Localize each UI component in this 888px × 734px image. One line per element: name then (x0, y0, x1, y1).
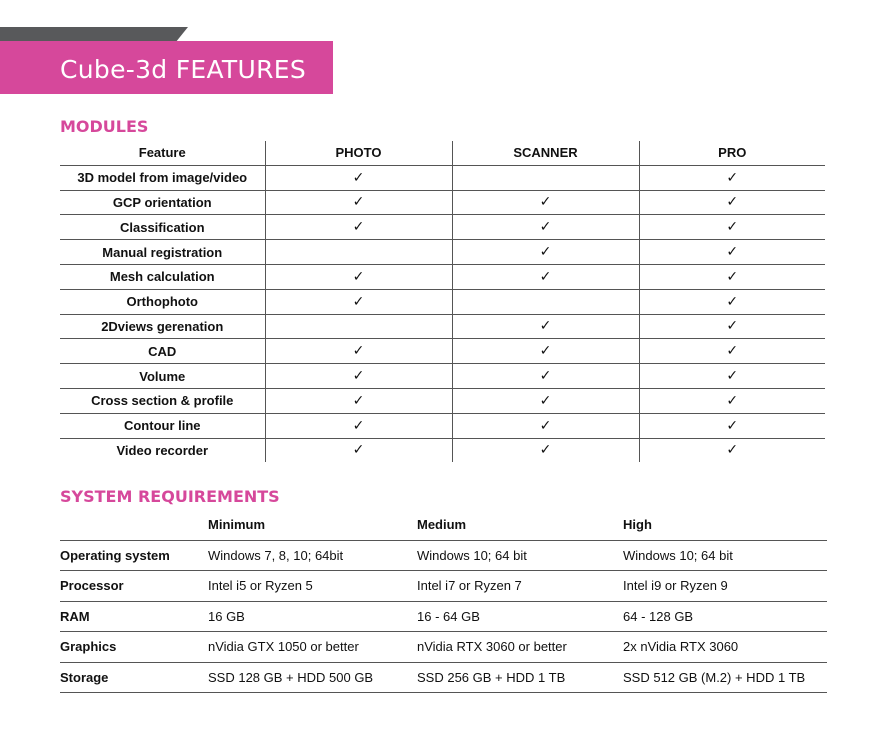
scanner-check-icon: ✓ (539, 268, 552, 285)
module-feature-name: 3D model from image/video (60, 165, 265, 190)
module-cell-pro (639, 413, 825, 438)
sysreq-medium-value: Windows 10; 64 bit (417, 540, 623, 571)
sysreq-row-label: Operating system (60, 540, 208, 571)
module-cell-photo (265, 190, 452, 215)
sysreq-row (60, 662, 827, 693)
pro-check-icon: ✓ (726, 169, 739, 186)
module-feature-name: 2Dviews gerenation (60, 314, 265, 339)
module-row (60, 438, 825, 462)
module-row (60, 314, 825, 339)
col-header-high: High (623, 510, 827, 540)
module-row (60, 165, 825, 190)
scanner-check-icon: ✓ (539, 392, 552, 409)
module-row (60, 190, 825, 215)
module-cell-photo (265, 413, 452, 438)
modules-section-title: MODULES (60, 117, 149, 136)
module-feature-name: CAD (60, 339, 265, 364)
photo-check-icon: ✓ (352, 417, 365, 434)
module-feature-name: Contour line (60, 413, 265, 438)
module-feature-name: Video recorder (116, 442, 209, 458)
sysreq-row-label: Processor (60, 571, 208, 602)
pro-check-icon: ✓ (726, 368, 739, 385)
modules-rows (60, 165, 825, 462)
col-header-pro: PRO (639, 141, 825, 165)
system-requirements-section-title: SYSTEM REQUIREMENTS (60, 487, 280, 506)
sysreq-rows (60, 540, 827, 693)
module-cell-scanner (452, 314, 639, 339)
col-header-blank (60, 510, 208, 540)
sysreq-row (60, 601, 827, 632)
photo-check-icon: ✓ (352, 392, 365, 409)
module-feature-name: GCP orientation (60, 190, 265, 215)
module-cell-photo (265, 289, 452, 314)
module-cell-photo (265, 388, 452, 413)
pro-check-icon: ✓ (726, 293, 739, 310)
col-header-feature: Feature (60, 141, 265, 165)
sysreq-row-label: Storage (60, 662, 208, 693)
module-cell-pro (639, 264, 825, 289)
sysreq-row-label: RAM (60, 601, 208, 632)
module-feature-name: Volume (60, 364, 265, 389)
photo-check-icon: ✓ (352, 219, 365, 236)
module-feature-name: Manual registration (60, 240, 265, 265)
module-row (60, 289, 825, 314)
modules-table (60, 141, 825, 462)
pro-check-icon: ✓ (726, 219, 739, 236)
module-cell-photo (265, 314, 452, 339)
module-row (60, 215, 825, 240)
module-cell-photo (265, 339, 452, 364)
module-cell-scanner (452, 438, 639, 462)
pro-check-icon: ✓ (726, 268, 739, 285)
module-cell-scanner (452, 388, 639, 413)
module-cell-scanner (452, 190, 639, 215)
photo-check-icon: ✓ (352, 194, 365, 211)
header-dark-stripe (0, 27, 188, 41)
sysreq-header-row (60, 510, 827, 540)
module-cell-pro (639, 165, 825, 190)
module-cell-scanner (452, 289, 639, 314)
page-title: Cube-3d FEATURES (60, 55, 307, 84)
module-cell-photo (265, 264, 452, 289)
sysreq-minimum-value: Windows 7, 8, 10; 64bit (208, 540, 417, 571)
system-requirements-table (60, 510, 827, 693)
sysreq-row (60, 632, 827, 663)
module-feature-name: Classification (60, 215, 265, 240)
pro-check-icon: ✓ (726, 417, 739, 434)
module-row (60, 413, 825, 438)
sysreq-high-value: Intel i9 or Ryzen 9 (623, 571, 827, 602)
module-cell-photo (265, 240, 452, 265)
scanner-check-icon: ✓ (539, 318, 552, 335)
scanner-check-icon: ✓ (539, 194, 552, 211)
module-cell-scanner (452, 339, 639, 364)
sysreq-high-value: 64 - 128 GB (623, 601, 827, 632)
photo-check-icon: ✓ (352, 343, 365, 360)
photo-check-icon: ✓ (352, 442, 365, 459)
module-feature-name: Cross section & profile (60, 388, 265, 413)
module-cell-scanner (452, 215, 639, 240)
photo-check-icon: ✓ (352, 268, 365, 285)
module-cell-photo (265, 364, 452, 389)
module-cell-pro (639, 190, 825, 215)
pro-check-icon: ✓ (726, 343, 739, 360)
sysreq-high-value: 2x nVidia RTX 3060 (623, 632, 827, 663)
sysreq-row (60, 571, 827, 602)
sysreq-minimum-value: SSD 128 GB + HDD 500 GB (208, 662, 417, 693)
module-cell-photo (265, 438, 452, 462)
modules-header-row (60, 141, 825, 165)
sysreq-medium-value: 16 - 64 GB (417, 601, 623, 632)
sysreq-minimum-value: 16 GB (208, 601, 417, 632)
pro-check-icon: ✓ (726, 194, 739, 211)
module-cell-scanner (452, 413, 639, 438)
scanner-check-icon: ✓ (539, 417, 552, 434)
photo-check-icon: ✓ (352, 368, 365, 385)
module-cell-pro (639, 314, 825, 339)
module-cell-photo (265, 215, 452, 240)
sysreq-medium-value: Intel i7 or Ryzen 7 (417, 571, 623, 602)
col-header-scanner: SCANNER (452, 141, 639, 165)
module-cell-photo (265, 165, 452, 190)
photo-check-icon: ✓ (352, 293, 365, 310)
module-cell-scanner (452, 364, 639, 389)
module-cell-pro (639, 438, 825, 462)
module-row (60, 364, 825, 389)
module-row (60, 388, 825, 413)
module-cell-scanner (452, 264, 639, 289)
col-header-photo: PHOTO (265, 141, 452, 165)
sysreq-medium-value: SSD 256 GB + HDD 1 TB (417, 662, 623, 693)
pro-check-icon: ✓ (726, 318, 739, 335)
module-cell-pro (639, 289, 825, 314)
pro-check-icon: ✓ (726, 244, 739, 261)
col-header-medium: Medium (417, 510, 623, 540)
photo-check-icon: ✓ (352, 169, 365, 186)
pro-check-icon: ✓ (726, 442, 739, 459)
scanner-check-icon: ✓ (539, 219, 552, 236)
module-row (60, 264, 825, 289)
module-feature-name: Orthophoto (60, 289, 265, 314)
scanner-check-icon: ✓ (539, 442, 552, 459)
module-cell-pro (639, 388, 825, 413)
scanner-check-icon: ✓ (539, 244, 552, 261)
module-cell-scanner (452, 240, 639, 265)
module-row (60, 339, 825, 364)
scanner-check-icon: ✓ (539, 343, 552, 360)
sysreq-high-value: Windows 10; 64 bit (623, 540, 827, 571)
module-feature-name: Mesh calculation (60, 264, 265, 289)
sysreq-minimum-value: nVidia GTX 1050 or better (208, 632, 417, 663)
sysreq-row-label: Graphics (60, 632, 208, 663)
module-cell-scanner (452, 165, 639, 190)
sysreq-row (60, 540, 827, 571)
pro-check-icon: ✓ (726, 392, 739, 409)
sysreq-high-value: SSD 512 GB (M.2) + HDD 1 TB (623, 662, 827, 693)
module-cell-pro (639, 215, 825, 240)
sysreq-minimum-value: Intel i5 or Ryzen 5 (208, 571, 417, 602)
col-header-minimum: Minimum (208, 510, 417, 540)
module-row (60, 240, 825, 265)
module-cell-pro (639, 240, 825, 265)
scanner-check-icon: ✓ (539, 368, 552, 385)
module-cell-pro (639, 339, 825, 364)
sysreq-medium-value: nVidia RTX 3060 or better (417, 632, 623, 663)
module-cell-pro (639, 364, 825, 389)
